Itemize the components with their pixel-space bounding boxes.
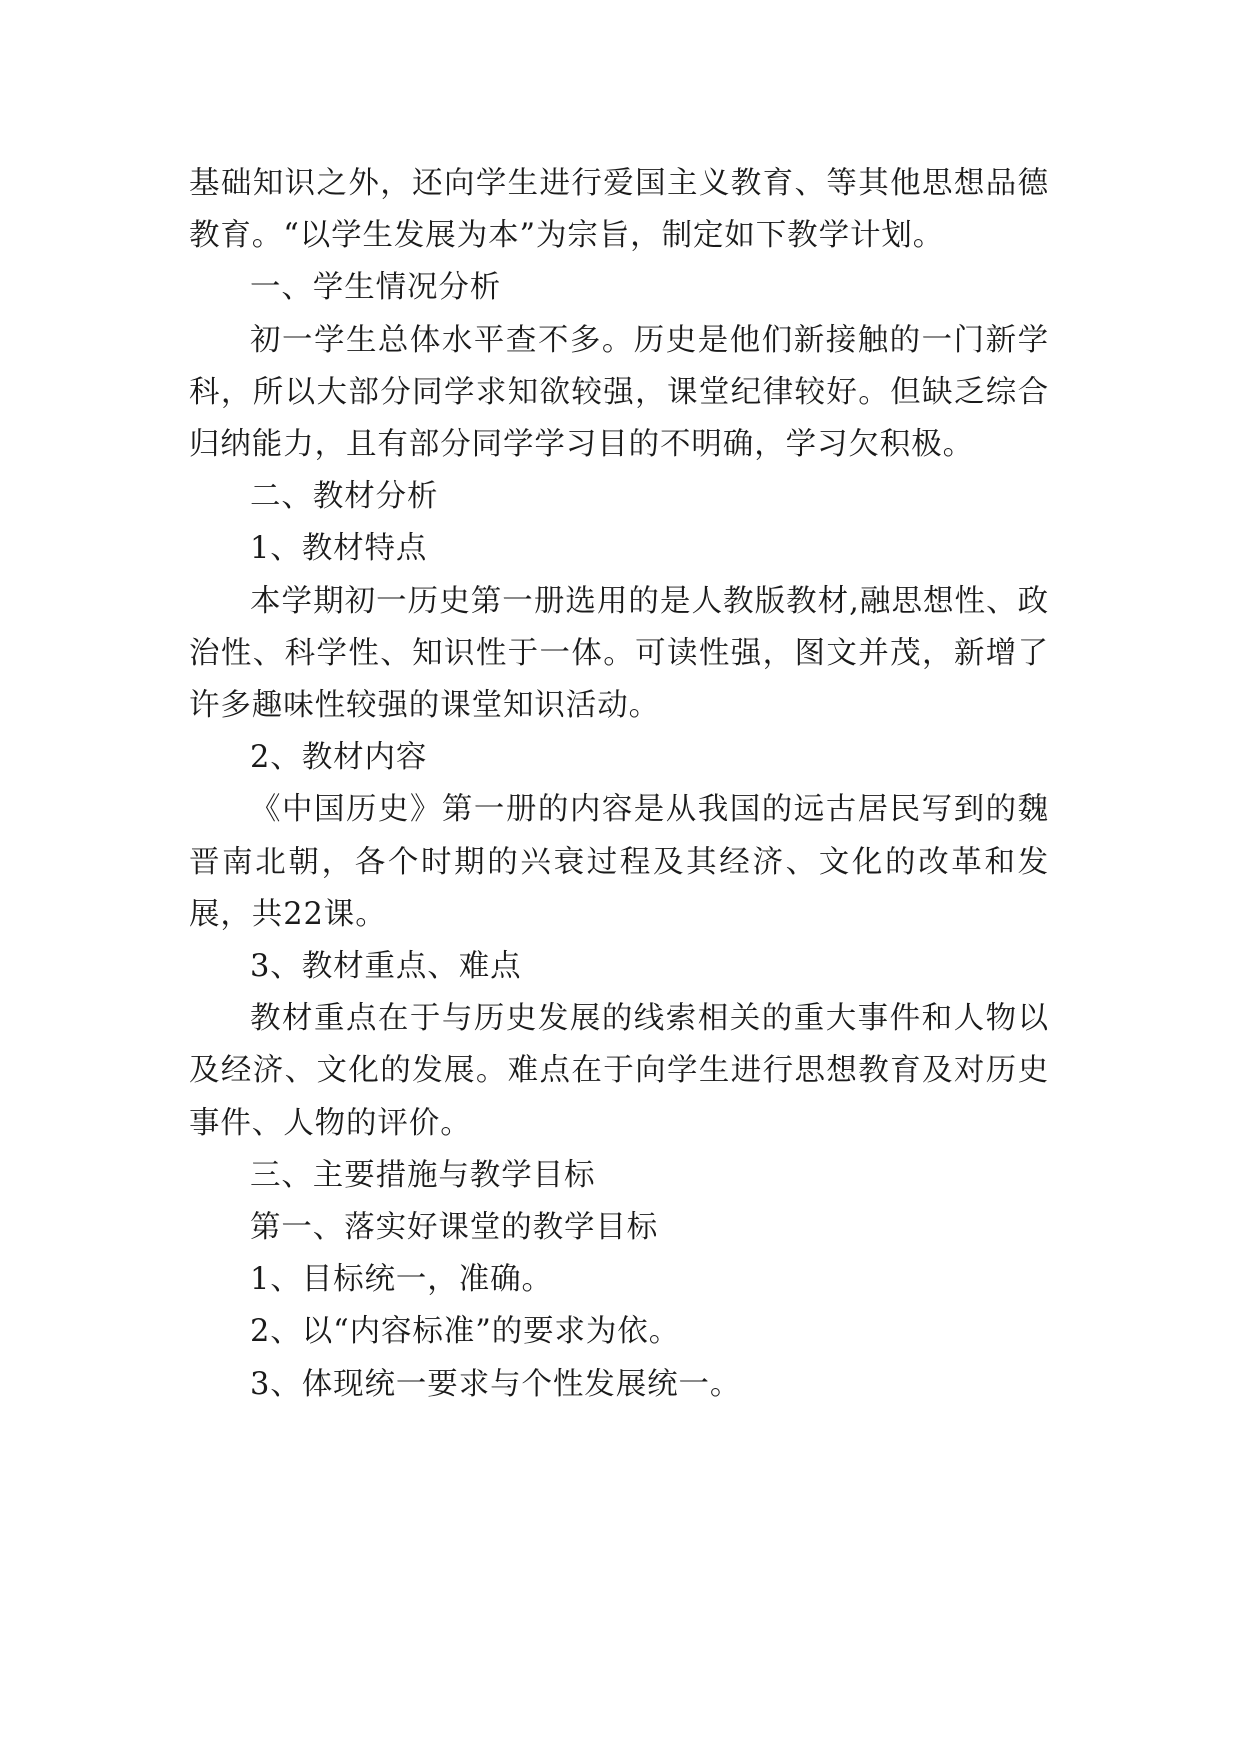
list-item: 1、目标统一，准确。 [250,1262,553,1298]
paragraph-key-points: 教材重点在于与历史发展的线索相关的重大事件和人物以及经济、文化的发展。难点在于向学生进行思想教育及对历史事件、人物的评价。 [189,1001,1049,1141]
paragraph-student-analysis: 初一学生总体水平查不多。历史是他们新接触的一门新学科，所以大部分同学求知欲较强，课堂纪律较好。但缺乏综合归纳能力，且有部分同学学习目的不明确，学习欠积极。 [189,322,1049,463]
list-item: 3、体现统一要求与个性发展统一。 [250,1366,742,1402]
section-heading-textbook-analysis: 二、教材分析 [250,479,439,515]
paragraph-intro-continuation: 基础知识之外，还向学生进行爱国主义教育、等其他思想品德教育。“以学生发展为本”为宗旨，制定如下教学计划。 [189,166,1049,254]
paragraph-textbook-content: 《中国历史》第一册的内容是从我国的远古居民写到的魏晋南北朝，各个时期的兴衰过程及其经济、文化的改革和发展，共22课。 [189,792,1049,932]
document-body [189,158,1049,1411]
subheading-classroom-goals: 第一、落实好课堂的教学目标 [250,1210,659,1246]
section-heading-student-analysis: 一、学生情况分析 [250,270,502,306]
subheading-textbook-content: 2、教材内容 [250,740,428,776]
subheading-textbook-features: 1、教材特点 [250,531,428,567]
subheading-key-points: 3、教材重点、难点 [250,949,522,985]
section-heading-measures-goals: 三、主要措施与教学目标 [250,1157,596,1193]
paragraph-textbook-features: 本学期初一历史第一册选用的是人教版教材,融思想性、政治性、科学性、知识性于一体。可读性强，图文并茂，新增了许多趣味性较强的课堂知识活动。 [189,583,1049,724]
list-item: 2、以“内容标准”的要求为依。 [250,1314,681,1350]
